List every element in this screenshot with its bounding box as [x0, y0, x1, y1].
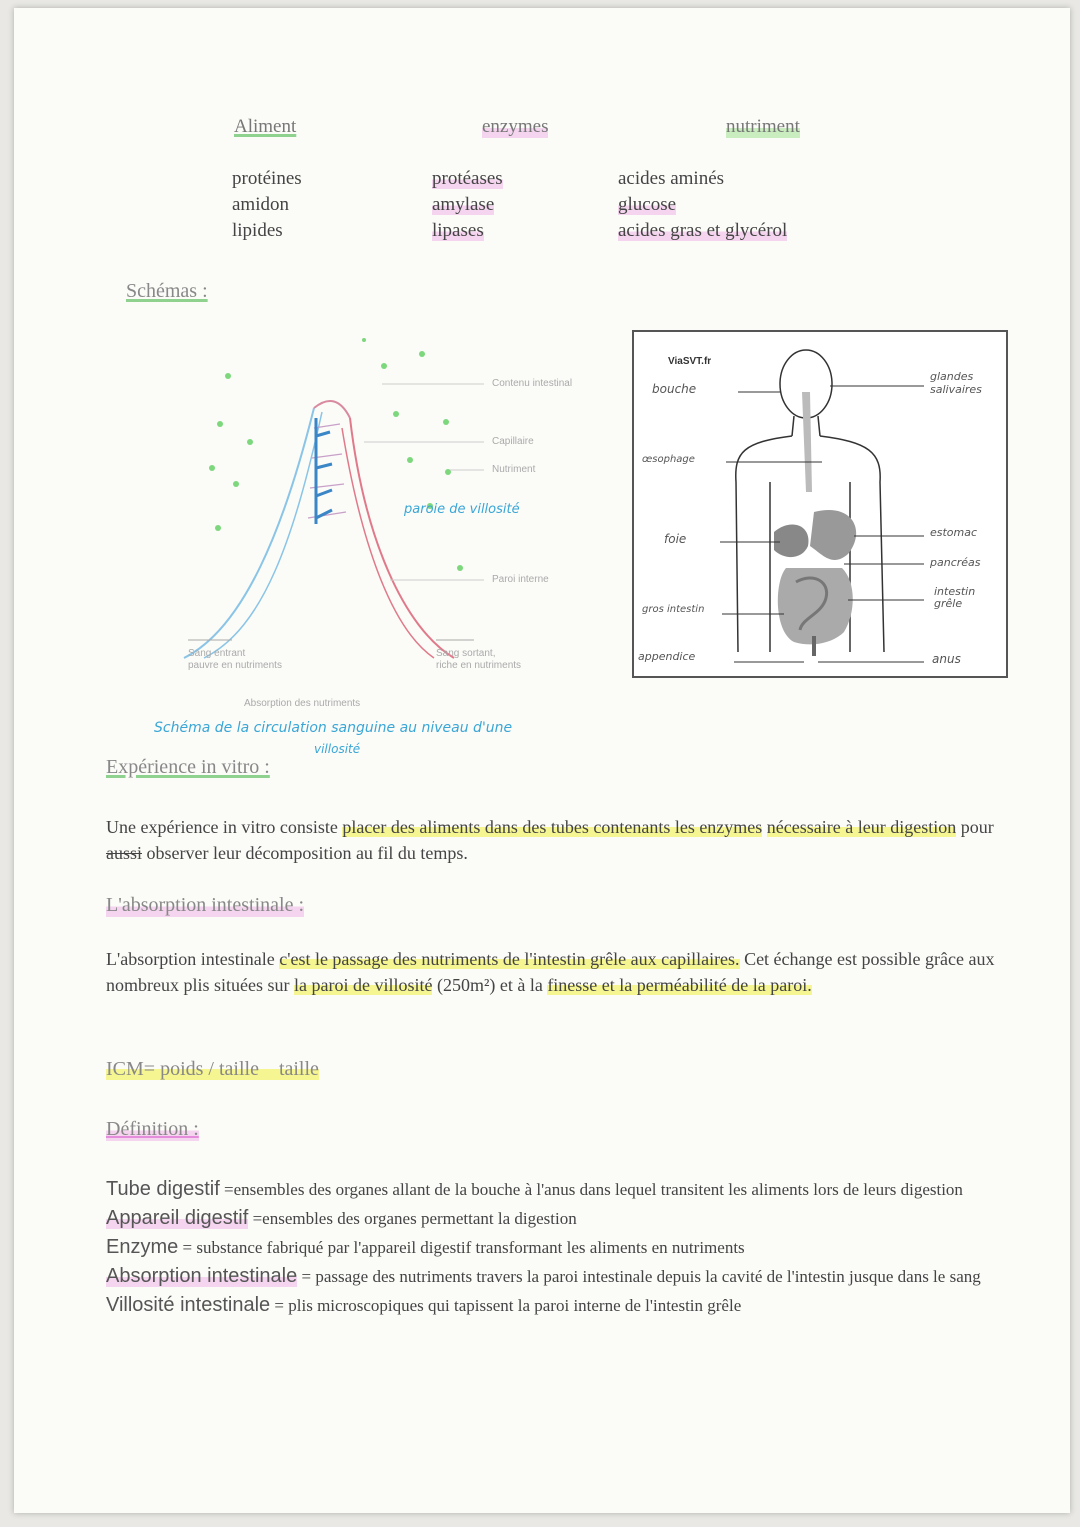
experience-highlight-1: placer des aliments dans des tubes contenants les enzymes	[342, 817, 763, 837]
absorption-text-1: L'absorption intestinale	[106, 949, 280, 969]
capillary-label: Capillaire	[492, 436, 534, 447]
definition-eq: =	[270, 1296, 289, 1315]
wall-hand-label: paroie de villosité	[404, 502, 520, 517]
enzyme-item: protéases	[432, 168, 503, 189]
definition-item	[106, 1263, 1006, 1290]
enzyme-item: lipases	[432, 220, 484, 241]
experience-paragraph	[106, 814, 1006, 866]
definition-term: Enzyme	[106, 1236, 179, 1258]
header-nutriment: nutriment	[726, 116, 800, 137]
header-aliment: Aliment	[234, 116, 297, 137]
header-enzymes: enzymes	[482, 116, 549, 137]
definition-item	[106, 1176, 1006, 1203]
aliments-column	[232, 166, 302, 244]
definition-eq: =	[219, 1180, 234, 1199]
label-pancreas: pancréas	[930, 556, 981, 569]
blood-out-label	[436, 648, 521, 672]
nutriment-item: acides gras et glycérol	[618, 220, 788, 241]
label-estomac: estomac	[930, 526, 978, 539]
definitions-list	[106, 1176, 1006, 1321]
icm-formula	[106, 1058, 319, 1081]
experience-text-1: Une expérience in vitro consiste	[106, 817, 343, 837]
experience-title: Expérience in vitro :	[106, 756, 270, 778]
definition-eq: =	[248, 1209, 263, 1228]
digestive-system-figure	[632, 330, 1008, 678]
blood-in-line-2: pauvre en nutriments	[188, 660, 282, 671]
blood-in-line-1: Sang entrant	[188, 648, 246, 659]
nutriments-column	[618, 166, 787, 244]
blood-out-line-1: Sang sortant,	[436, 648, 496, 659]
aliment-item: lipides	[232, 220, 283, 241]
definition-term: Villosité intestinale	[106, 1294, 271, 1316]
nutriment-item: acides aminés	[618, 168, 725, 189]
notebook-page	[14, 8, 1070, 1513]
blood-in-label	[188, 648, 282, 672]
glandes-line-1: glandes	[930, 370, 974, 383]
glandes-line-2: salivaires	[930, 383, 982, 396]
label-intestin-grele	[934, 586, 975, 610]
label-appendice: appendice	[638, 650, 696, 663]
label-oesophage: œsophage	[642, 454, 695, 465]
absorption-highlight-1: c'est le passage des nutriments de l'intestin grêle aux capillaires.	[279, 949, 740, 969]
experience-strike: aussi	[106, 843, 142, 863]
definition-item	[106, 1205, 1006, 1232]
nutrient-label: Nutriment	[492, 464, 536, 475]
definition-eq: =	[297, 1267, 316, 1286]
intestin-line-2: grêle	[934, 597, 963, 610]
absorption-text-2: Cet échange est possible grâce aux nombreux plis situées sur	[106, 949, 995, 995]
label-bouche: bouche	[652, 382, 697, 396]
definition-text: substance fabriqué par l'appareil digestif transformant les aliments en nutriments	[196, 1238, 745, 1257]
definition-text: passage des nutriments travers la paroi intestinale depuis la cavité de l'intestin jusque dans le sang	[315, 1267, 981, 1286]
schemas-title: Schémas :	[126, 280, 208, 302]
villosity-caption-2: villosité	[314, 742, 361, 756]
absorption-label: Absorption des nutriments	[244, 698, 361, 709]
enzymes-column	[432, 166, 503, 244]
experience-highlight-2: nécessaire à leur digestion	[766, 817, 957, 837]
absorption-paragraph	[106, 946, 1006, 998]
label-glandes-salivaires	[930, 370, 982, 396]
inner-wall-label: Paroi interne	[492, 574, 549, 585]
definition-text: ensembles des organes allant de la bouche à l'anus dans lequel transitent les aliments lors de leurs digestion	[233, 1180, 963, 1199]
lumen-label: Contenu intestinal	[492, 378, 573, 389]
definition-term: Appareil digestif	[106, 1207, 249, 1229]
experience-text-3: observer leur décomposition au fil du temps.	[142, 843, 468, 863]
aliment-item: amidon	[232, 194, 289, 215]
experience-text-2: pour	[956, 817, 994, 837]
label-gros-intestin: gros intestin	[642, 604, 705, 615]
enzyme-item: amylase	[432, 194, 495, 215]
intestin-line-1: intestin	[934, 585, 976, 598]
definition-term: Tube digestif	[106, 1178, 220, 1200]
nutriment-item: glucose	[618, 194, 677, 215]
aliment-item: protéines	[232, 168, 302, 189]
icm-text: ICM= poids / taille taille	[106, 1058, 319, 1080]
definition-term: Absorption intestinale	[106, 1265, 298, 1287]
definition-title: Définition :	[106, 1118, 199, 1140]
villosity-diagram	[164, 328, 604, 708]
definition-eq: =	[178, 1238, 197, 1257]
absorption-title: L'absorption intestinale :	[106, 894, 305, 916]
definition-text: plis microscopiques qui tapissent la paroi interne de l'intestin grêle	[288, 1296, 742, 1315]
definition-item	[106, 1234, 1006, 1261]
definition-text: ensembles des organes permettant la digestion	[262, 1209, 577, 1228]
villosity-caption: Schéma de la circulation sanguine au niveau d'une	[154, 720, 513, 736]
definition-item	[106, 1292, 1006, 1319]
label-anus: anus	[932, 652, 961, 666]
blood-out-line-2: riche en nutriments	[436, 660, 522, 671]
absorption-highlight-3: finesse et la perméabilité de la paroi.	[547, 975, 812, 995]
absorption-text-3: (250m²) et à la	[432, 975, 548, 995]
brand-label: ViaSVT.fr	[668, 356, 712, 367]
label-foie: foie	[664, 532, 687, 546]
absorption-highlight-2: la paroi de villosité	[293, 975, 433, 995]
